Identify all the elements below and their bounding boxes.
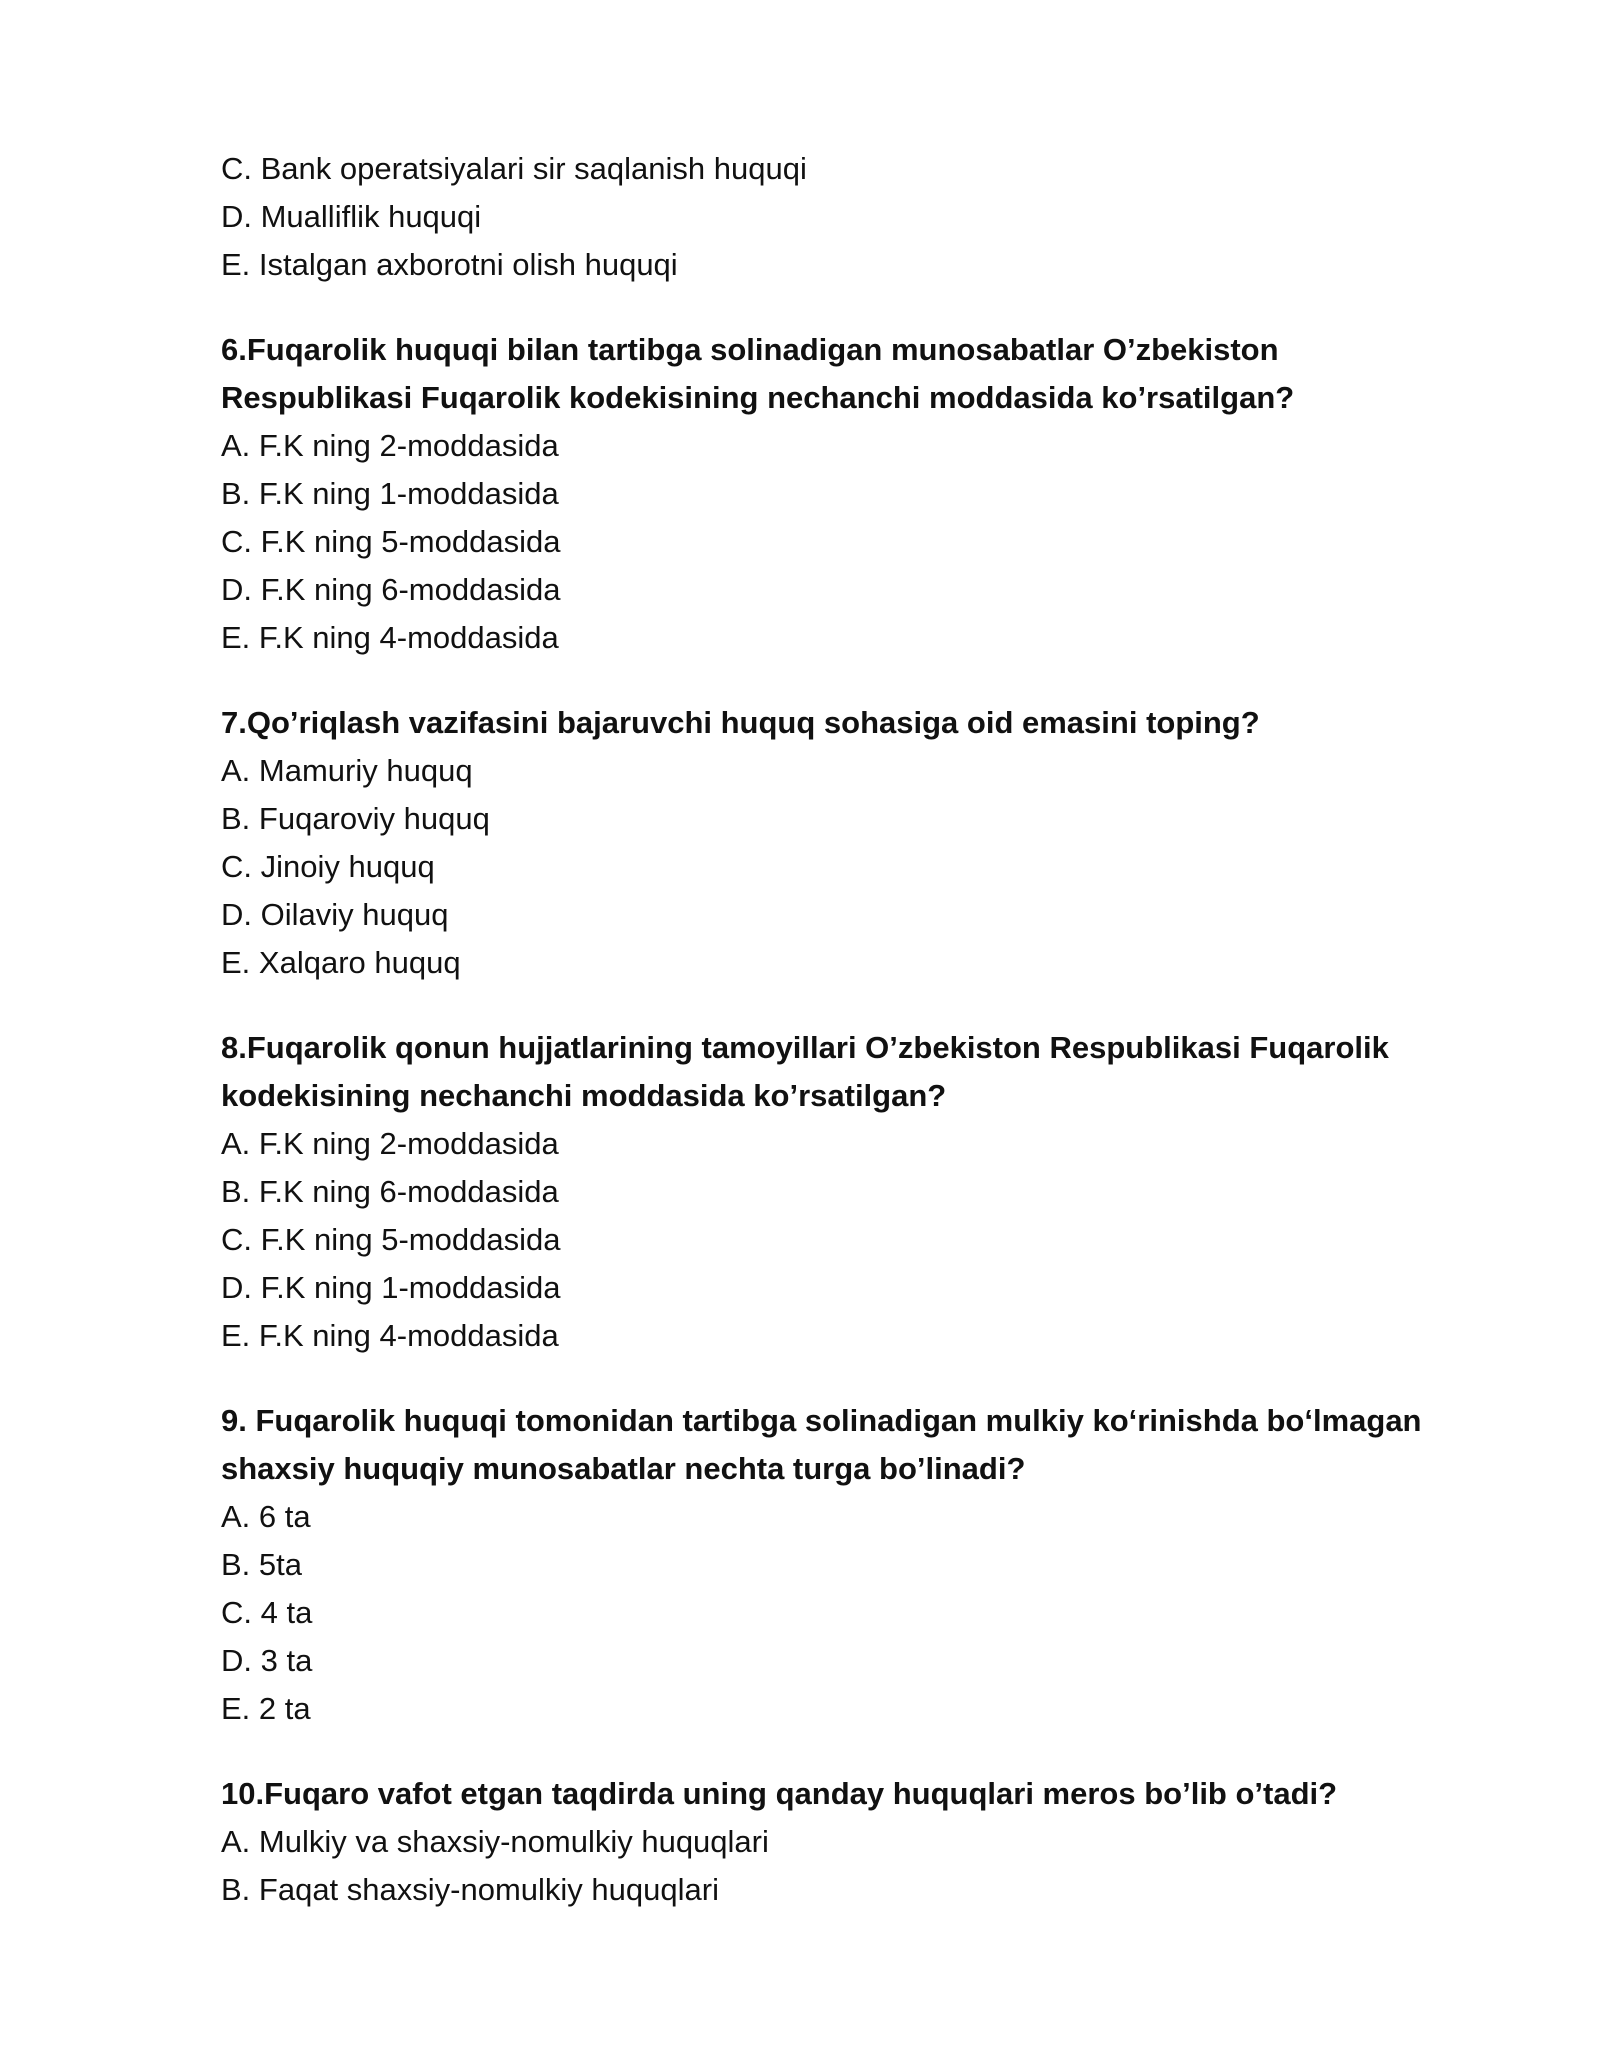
option-c: C. 4 ta [221, 1595, 313, 1630]
question-title-line: 8.Fuqarolik qonun hujjatlarining tamoyillari O’zbekiston Respublikasi Fuqarolik [221, 1030, 1389, 1065]
option-e: E. Istalgan axborotni olish huquqi [221, 247, 678, 282]
option-b: B. F.K ning 6-moddasida [221, 1174, 559, 1209]
question-title-line: shaxsiy huquqiy munosabatlar nechta turga bo’linadi? [221, 1451, 1026, 1486]
question-title-line: 10.Fuqaro vafot etgan taqdirda uning qanday huquqlari meros bo’lib o’tadi? [221, 1776, 1338, 1811]
option-e: E. 2 ta [221, 1691, 311, 1726]
option-d: D. Oilaviy huquq [221, 897, 449, 932]
question-7 [221, 699, 1481, 987]
option-a: A. Mamuriy huquq [221, 753, 473, 788]
question-title-line: 9. Fuqarolik huquqi tomonidan tartibga solinadigan mulkiy ko‘rinishda bo‘lmagan [221, 1403, 1422, 1438]
option-d: D. Mualliflik huquqi [221, 199, 482, 234]
option-b: B. Fuqaroviy huquq [221, 801, 490, 836]
question-title-line: 6.Fuqarolik huquqi bilan tartibga solinadigan munosabatlar O’zbekiston [221, 332, 1279, 367]
option-c: C. F.K ning 5-moddasida [221, 1222, 561, 1257]
question-title-line: kodekisining nechanchi moddasida ko’rsatilgan? [221, 1078, 947, 1113]
question-8 [221, 1024, 1481, 1360]
question-5-continuation [221, 145, 1481, 289]
option-a: A. Mulkiy va shaxsiy-nomulkiy huquqlari [221, 1824, 769, 1859]
option-d: D. F.K ning 1-moddasida [221, 1270, 561, 1305]
option-a: A. 6 ta [221, 1499, 311, 1534]
option-b: B. F.K ning 1-moddasida [221, 476, 559, 511]
question-title-line: Respublikasi Fuqarolik kodekisining nechanchi moddasida ko’rsatilgan? [221, 380, 1295, 415]
option-a: A. F.K ning 2-moddasida [221, 428, 559, 463]
document-page [221, 145, 1481, 1914]
option-e: E. Xalqaro huquq [221, 945, 461, 980]
option-a: A. F.K ning 2-moddasida [221, 1126, 559, 1161]
option-b: B. 5ta [221, 1547, 302, 1582]
question-6 [221, 326, 1481, 662]
option-e: E. F.K ning 4-moddasida [221, 1318, 559, 1353]
option-c: C. Bank operatsiyalari sir saqlanish huquqi [221, 151, 807, 186]
question-9 [221, 1397, 1481, 1733]
option-e: E. F.K ning 4-moddasida [221, 620, 559, 655]
option-b: B. Faqat shaxsiy-nomulkiy huquqlari [221, 1872, 719, 1907]
option-d: D. F.K ning 6-moddasida [221, 572, 561, 607]
option-c: C. Jinoiy huquq [221, 849, 435, 884]
question-10 [221, 1770, 1481, 1914]
question-title-line: 7.Qo’riqlash vazifasini bajaruvchi huquq sohasiga oid emasini toping? [221, 705, 1260, 740]
option-d: D. 3 ta [221, 1643, 313, 1678]
option-c: C. F.K ning 5-moddasida [221, 524, 561, 559]
